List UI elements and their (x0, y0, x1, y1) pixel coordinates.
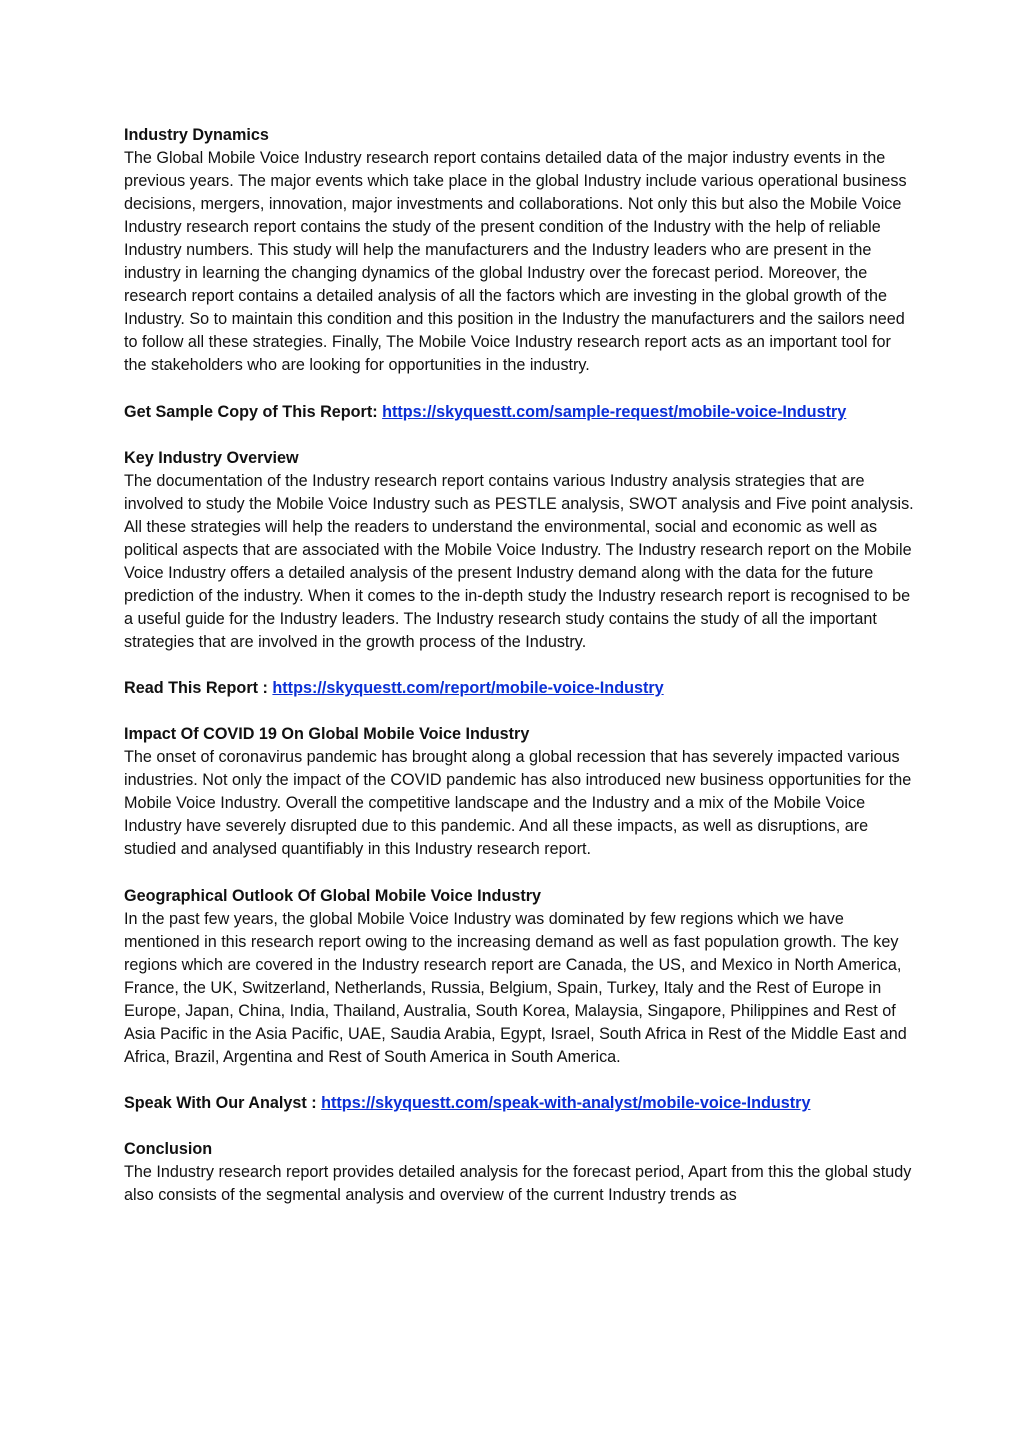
section-heading: Conclusion (124, 1140, 213, 1159)
speak-analyst-line (124, 1092, 914, 1115)
sample-request-line (124, 401, 914, 424)
section-covid-impact (124, 723, 914, 861)
section-industry-dynamics (124, 124, 914, 378)
section-conclusion (124, 1138, 914, 1207)
speak-analyst-link[interactable]: https://skyquestt.com/speak-with-analyst/mobile-voice-Industry (321, 1093, 811, 1112)
section-heading: Geographical Outlook Of Global Mobile Voice Industry (124, 886, 542, 905)
section-body: In the past few years, the global Mobile Voice Industry was dominated by few regions which we have mentioned in this research report owing to the increasing demand as well as fast population growth. The key regions which are covered in the Industry research report are Canada, the US, and Mexico in North America, France, the UK, Switzerland, Netherlands, Russia, Belgium, Spain, Turkey, Italy and the Rest of Europe in Europe, Japan, China, India, Thailand, Australia, South Korea, Malaysia, Singapore, Philippines and Rest of Asia Pacific in the Asia Pacific, UAE, Saudia Arabia, Egypt, Israel, South Africa in Rest of the Middle East and Africa, Brazil, Argentina and Rest of South America in South America. (124, 909, 907, 1066)
sample-request-link[interactable]: https://skyquestt.com/sample-request/mobile-voice-Industry (382, 402, 847, 421)
section-body: The Industry research report provides detailed analysis for the forecast period, Apart from this the global study also consists of the segmental analysis and overview of the current Industry trends as (124, 1163, 912, 1205)
speak-analyst-label: Speak With Our Analyst : (124, 1093, 322, 1112)
sample-request-label: Get Sample Copy of This Report: (124, 402, 383, 421)
read-report-label: Read This Report : (124, 679, 273, 698)
section-key-industry-overview (124, 447, 914, 654)
section-heading: Key Industry Overview (124, 448, 299, 467)
section-body: The documentation of the Industry research report contains various Industry analysis strategies that are involved to study the Mobile Voice Industry such as PESTLE analysis, SWOT analysis and Five point analysis. All these strategies will help the readers to understand the environmental, social and economic as well as political aspects that are associated with the Mobile Voice Industry. The Industry research report on the Mobile Voice Industry offers a detailed analysis of the present Industry demand along with the data for the future prediction of the industry. When it comes to the in-depth study the Industry research report is recognised to be a useful guide for the Industry leaders. The Industry research study contains the study of all the important strategies that are involved in the growth process of the Industry. (124, 471, 914, 652)
section-heading: Industry Dynamics (124, 126, 269, 144)
section-body: The onset of coronavirus pandemic has brought along a global recession that has severely impacted various industries. Not only the impact of the COVID pandemic has also introduced new business opportunities for the Mobile Voice Industry. Overall the competitive landscape and the Industry and a mix of the Mobile Voice Industry have severely disrupted due to this pandemic. And all these impacts, as well as disruptions, are studied and analysed quantifiably in this Industry research report. (124, 748, 912, 859)
section-body: The Global Mobile Voice Industry research report contains detailed data of the major industry events in the previous years. The major events which take place in the global Industry include various operational business decisions, mergers, innovation, major investments and collaborations. Not only this but also the Mobile Voice Industry research report contains the study of the present condition of the Industry with the help of reliable Industry numbers. This study will help the manufacturers and the Industry leaders who are present in the industry in learning the changing dynamics of the global Industry over the forecast period. Moreover, the research report contains a detailed analysis of all the factors which are investing in the global growth of the Industry. So to maintain this condition and this position in the Industry the manufacturers and the sailors need to follow all these strategies. Finally, The Mobile Voice Industry research report acts as an important tool for the stakeholders who are looking for opportunities in the industry. (124, 149, 907, 375)
read-report-link[interactable]: https://skyquestt.com/report/mobile-voice-Industry (272, 679, 664, 698)
document-content (124, 124, 914, 1230)
read-report-line (124, 677, 914, 700)
section-geographical-outlook (124, 885, 914, 1069)
section-heading: Impact Of COVID 19 On Global Mobile Voice Industry (124, 725, 530, 744)
